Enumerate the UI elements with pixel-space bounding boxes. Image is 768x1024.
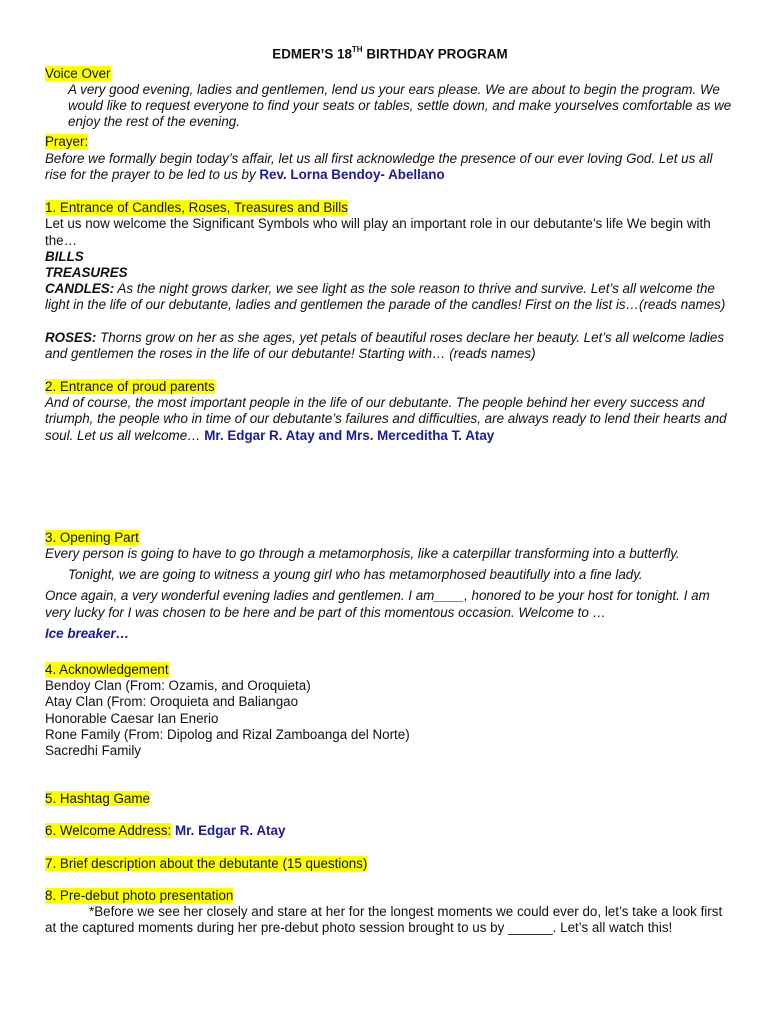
candles-label: CANDLES: — [45, 281, 115, 297]
section-6-heading: 6. Welcome Address: Mr. Edgar R. Atay — [45, 823, 286, 839]
voice-over-heading: Voice Over — [45, 65, 111, 81]
prayer-leader-name: Rev. Lorna Bendoy- Abellano — [259, 166, 445, 182]
title-superscript: TH — [351, 45, 363, 54]
ice-breaker-label: Ice breaker… — [45, 625, 130, 641]
section-1-heading: 1. Entrance of Candles, Roses, Treasures and Bills — [45, 200, 348, 216]
section-1-intro: Let us now welcome the Significant Symbols who will play an important role in our debutante’s life We begin with the… — [45, 216, 711, 248]
prayer-text: Before we formally begin today’s affair, let us all first acknowledge the presence of our ever loving God. Let us all rise for the prayer to be led to us by Rev. Lorna Bendoy- Abellano — [45, 150, 713, 182]
candles-paragraph: CANDLES: As the night grows darker, we see light as the sole reason to thrive and survive. Let’s all welcome the light in the life of our debutante, ladies and gentlemen the parade of the candles! First on the list is…(reads names) — [45, 281, 726, 313]
document-page — [45, 43, 735, 936]
section-3-heading: 3. Opening Part — [45, 529, 139, 545]
acknowledgement-item: Rone Family (From: Dipolog and Rizal Zamboanga del Norte) — [45, 726, 410, 742]
roses-label: ROSES: — [45, 329, 97, 345]
acknowledgement-item: Honorable Caesar Ian Enerio — [45, 710, 219, 726]
acknowledgement-item: Atay Clan (From: Oroquieta and Baliangao — [45, 694, 299, 710]
section-8-text: *Before we see her closely and stare at her for the longest moments we could ever do, let’s take a look first at the captured moments during her pre-debut photo session brought to us by ______. Let’s all watch this! — [45, 903, 723, 936]
opening-text-3: Once again, a very wonderful evening ladies and gentlemen. I am____, honored to be your host for tonight. I am very lucky for I was chosen to be here and be part of this momentous occasion. Welcome to … — [45, 588, 710, 620]
section-5-heading: 5. Hashtag Game — [45, 791, 150, 807]
prayer-heading: Prayer: — [45, 134, 89, 150]
parents-names: Mr. Edgar R. Atay and Mrs. Merceditha T. Atay — [204, 427, 495, 443]
welcome-address-name: Mr. Edgar R. Atay — [175, 823, 286, 839]
section-8-heading: 8. Pre-debut photo presentation — [45, 887, 234, 903]
section-4-heading: 4. Acknowledgement — [45, 661, 169, 677]
voice-over-text: A very good evening, ladies and gentlemen, lend us your ears please. We are about to begin the program. We would like to request everyone to find your seats or tables, settle down, and make yourselves comfortable as we enjoy the rest of the evening. — [68, 81, 732, 130]
acknowledgement-item: Bendoy Clan (From: Ozamis, and Oroquieta) — [45, 678, 311, 694]
acknowledgement-item: Sacredhi Family — [45, 742, 141, 758]
treasures-label: TREASURES — [45, 264, 128, 280]
roses-paragraph: ROSES: Thorns grow on her as she ages, yet petals of beautiful roses declare her beauty. Let’s all welcome ladies and gentlemen the roses in the life of our debutante! Starting with… (reads names) — [45, 329, 725, 361]
page-title: EDMER’S 18TH BIRTHDAY PROGRAM — [272, 45, 508, 62]
section-7-heading: 7. Brief description about the debutante (15 questions) — [45, 855, 368, 871]
opening-text-1: Every person is going to have to go through a metamorphosis, like a caterpillar transforming into a butterfly. — [45, 545, 680, 561]
opening-text-2: Tonight, we are going to witness a young girl who has metamorphosed beautifully into a fine lady. — [68, 567, 643, 583]
bills-label: BILLS — [45, 248, 84, 264]
section-2-heading: 2. Entrance of proud parents — [45, 378, 215, 394]
section-2-text: And of course, the most important people in the life of our debutante. The people behind her every success and triumph, the people who in time of our debutante’s failures and difficulties, are always ready to lend their hearts and soul. Let us all welcome… Mr. Edgar R. Atay and Mrs. Merceditha T. Atay — [45, 395, 727, 443]
